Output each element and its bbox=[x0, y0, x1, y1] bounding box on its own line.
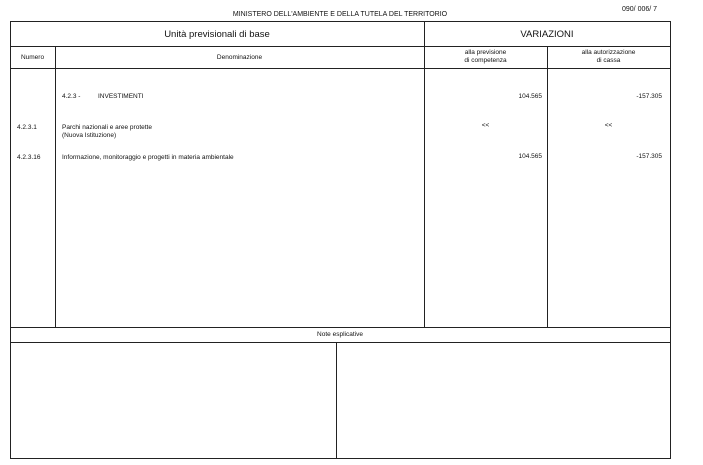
row-name: Parchi nazionali e aree protette (Nuova Istituzione) bbox=[62, 124, 152, 139]
row-name: Informazione, monitoraggio e progetti in materia ambientale bbox=[62, 154, 234, 161]
notes-right-box bbox=[337, 343, 670, 458]
section-variazioni: VARIAZIONI bbox=[520, 29, 574, 40]
notes-left-box bbox=[11, 343, 336, 458]
group-code: 4.2.3 - bbox=[62, 93, 81, 100]
page-code: 090/ 006/ 7 bbox=[622, 6, 658, 13]
group-title: INVESTIMENTI bbox=[98, 93, 144, 100]
row-cassa: -157.305 bbox=[636, 153, 662, 160]
col-header-denominazione: Denominazione bbox=[216, 54, 263, 61]
row-competenza: << bbox=[481, 122, 490, 129]
group-cassa: -157.305 bbox=[636, 93, 662, 100]
col-header-numero: Numero bbox=[20, 54, 45, 61]
col-header-competenza: alla previsione di competenza bbox=[464, 49, 507, 64]
section-unita: Unità previsionali di base bbox=[164, 29, 270, 40]
notes-title: Note esplicative bbox=[317, 331, 363, 338]
col-header-cassa: alla autorizzazione di cassa bbox=[581, 49, 636, 64]
ministry-title: MINISTERO DELL'AMBIENTE E DELLA TUTELA DEL TERRITORIO bbox=[232, 11, 448, 18]
row-cassa: << bbox=[604, 122, 613, 129]
row-number: 4.2.3.1 bbox=[17, 124, 37, 131]
row-number: 4.2.3.16 bbox=[17, 154, 41, 161]
row-competenza: 104.565 bbox=[518, 153, 542, 160]
group-competenza: 104.565 bbox=[518, 93, 542, 100]
